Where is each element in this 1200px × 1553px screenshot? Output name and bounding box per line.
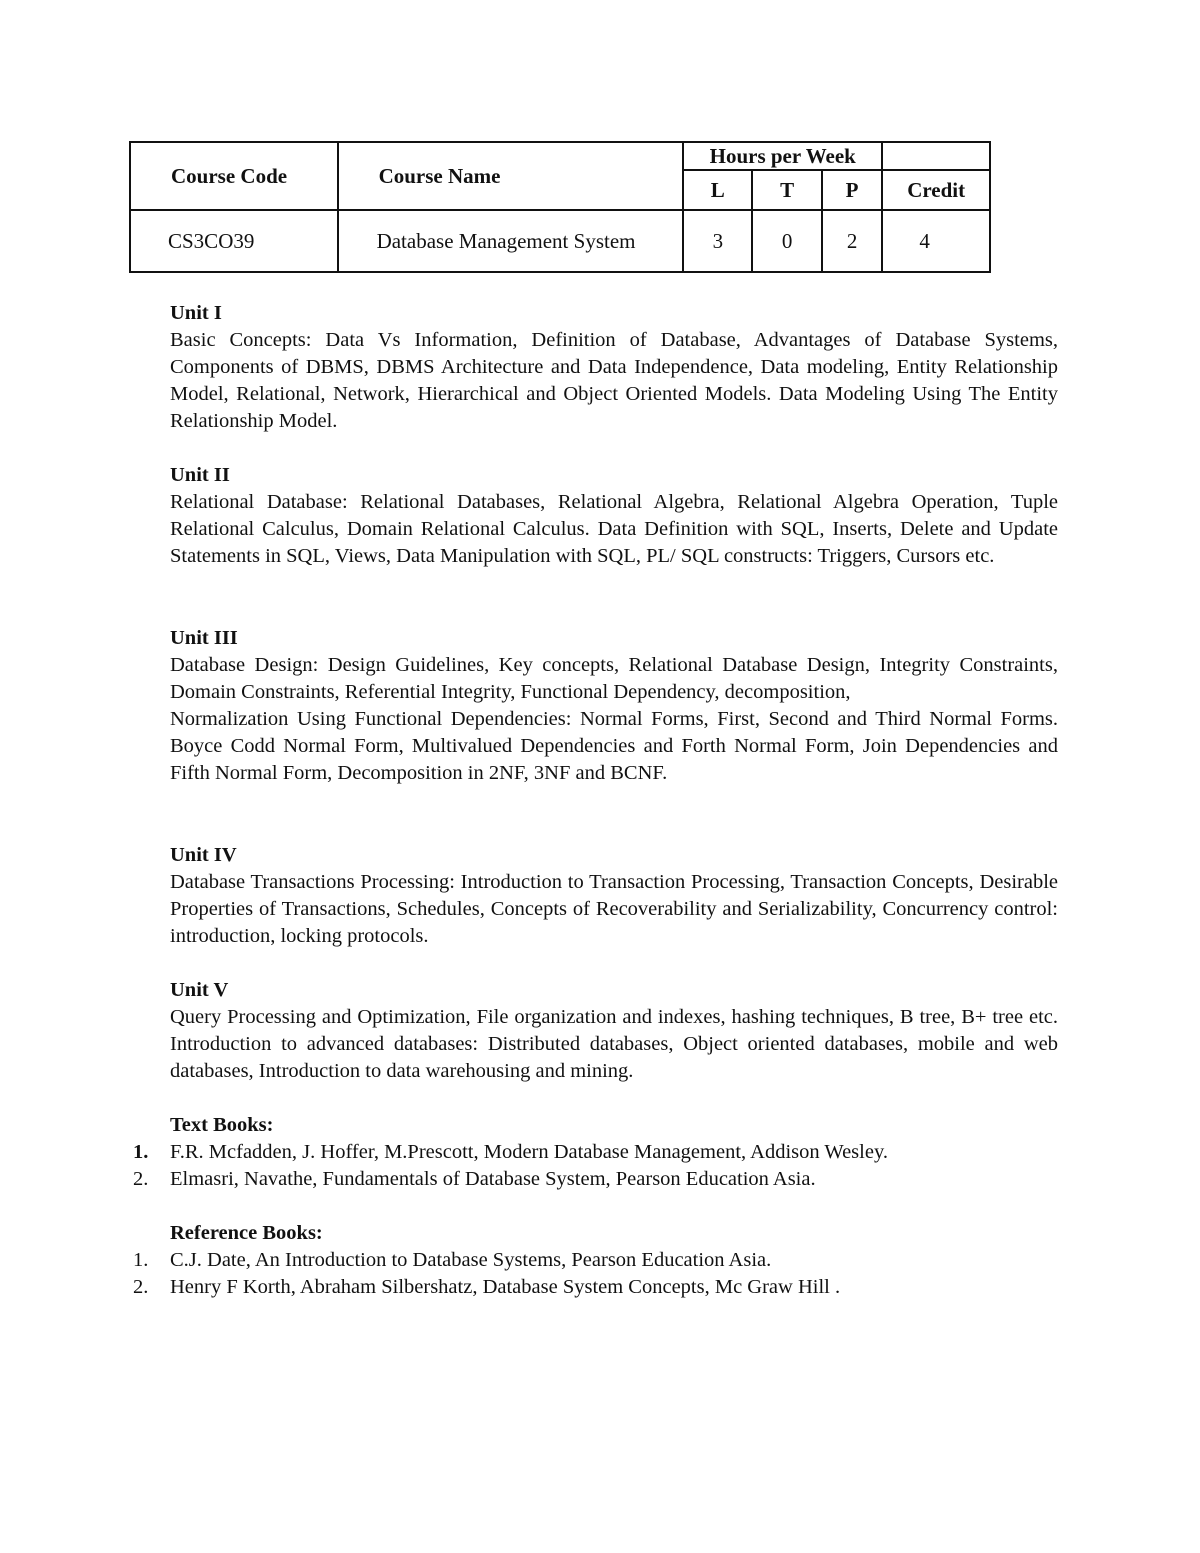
course-code-header: Course Code <box>130 142 338 210</box>
course-name-header: Course Name <box>338 142 684 210</box>
list-item <box>133 1139 1070 1166</box>
course-table <box>129 141 991 273</box>
text-books-title: Text Books: <box>170 1114 274 1136</box>
tutorial-hours-value: 0 <box>752 210 821 272</box>
tutorial-header: T <box>752 170 821 210</box>
list-item-text: F.R. Mcfadden, J. Hoffer, M.Prescott, Modern Database Management, Addison Wesley. <box>170 1141 888 1163</box>
unit-body: Query Processing and Optimization, File organization and indexes, hashing techniques, B tree, B+ tree etc. Introduction to advanced databases: Distributed databases, Object oriented databases, mobile and web databases, Introduction to data warehousing and mining. <box>170 1006 1058 1082</box>
list-item-number: 1. <box>133 1141 149 1163</box>
reference-books-list <box>133 1247 1070 1301</box>
course-name-value: Database Management System <box>338 210 684 272</box>
table-row <box>130 210 990 272</box>
list-item-number: 2. <box>133 1276 149 1298</box>
list-item <box>133 1247 1070 1274</box>
text-books-list <box>133 1139 1070 1193</box>
unit-body: Relational Database: Relational Databases, Relational Algebra, Relational Algebra Operation, Tuple Relational Calculus, Domain Relational Calculus. Data Definition with SQL, Inserts, Delete and Update Statements in SQL, Views, Data Manipulation with SQL, PL/ SQL constructs: Triggers, Cursors etc. <box>170 491 1058 567</box>
unit-section <box>170 462 1058 570</box>
credit-header-blank <box>882 142 990 170</box>
reference-books-title: Reference Books: <box>170 1222 323 1244</box>
hours-per-week-header: Hours per Week <box>683 142 882 170</box>
practical-hours-value: 2 <box>822 210 883 272</box>
unit-body: Basic Concepts: Data Vs Information, Definition of Database, Advantages of Database Systems, Components of DBMS, DBMS Architecture and Data Independence, Data modeling, Entity Relationship Model, Relational, Network, Hierarchical and Object Oriented Models. Data Modeling Using The Entity Relationship Model. <box>170 329 1058 432</box>
unit-title: Unit II <box>170 464 230 486</box>
list-item <box>133 1166 1070 1193</box>
unit-body: Database Design: Design Guidelines, Key concepts, Relational Database Design, Integrity Constraints, Domain Constraints, Referential Integrity, Functional Dependency, decomposition, <box>170 654 1058 703</box>
list-item-number: 1. <box>133 1249 149 1271</box>
unit-section <box>170 300 1058 435</box>
lecture-hours-value: 3 <box>683 210 752 272</box>
reference-books-section <box>133 1220 1070 1301</box>
list-item-text: C.J. Date, An Introduction to Database Systems, Pearson Education Asia. <box>170 1249 772 1271</box>
course-table-header-row <box>130 142 990 170</box>
practical-header: P <box>822 170 883 210</box>
credit-value: 4 <box>882 210 990 272</box>
unit-section <box>170 842 1058 950</box>
list-item-text: Elmasri, Navathe, Fundamentals of Database System, Pearson Education Asia. <box>170 1168 816 1190</box>
unit-title: Unit III <box>170 627 238 649</box>
unit-title: Unit IV <box>170 844 237 866</box>
list-item-text: Henry F Korth, Abraham Silbershatz, Database System Concepts, Mc Graw Hill . <box>170 1276 841 1298</box>
text-books-section <box>133 1112 1070 1193</box>
unit-section <box>170 977 1058 1085</box>
unit-title: Unit V <box>170 979 229 1001</box>
course-code-value: CS3CO39 <box>130 210 338 272</box>
unit-body-continued: Normalization Using Functional Dependencies: Normal Forms, First, Second and Third Normal Forms. Boyce Codd Normal Form, Multivalued Dependencies and Forth Normal Form, Join Dependencies and Fifth Normal Form, Decomposition in 2NF, 3NF and BCNF. <box>170 708 1058 784</box>
credit-header: Credit <box>882 170 990 210</box>
lecture-header: L <box>683 170 752 210</box>
list-item-number: 2. <box>133 1168 149 1190</box>
unit-body: Database Transactions Processing: Introduction to Transaction Processing, Transaction Concepts, Desirable Properties of Transactions, Schedules, Concepts of Recoverability and Serializability, Concurrency control: introduction, locking protocols. <box>170 871 1058 947</box>
unit-section <box>170 625 1058 787</box>
list-item <box>133 1274 1070 1301</box>
unit-title: Unit I <box>170 302 222 324</box>
